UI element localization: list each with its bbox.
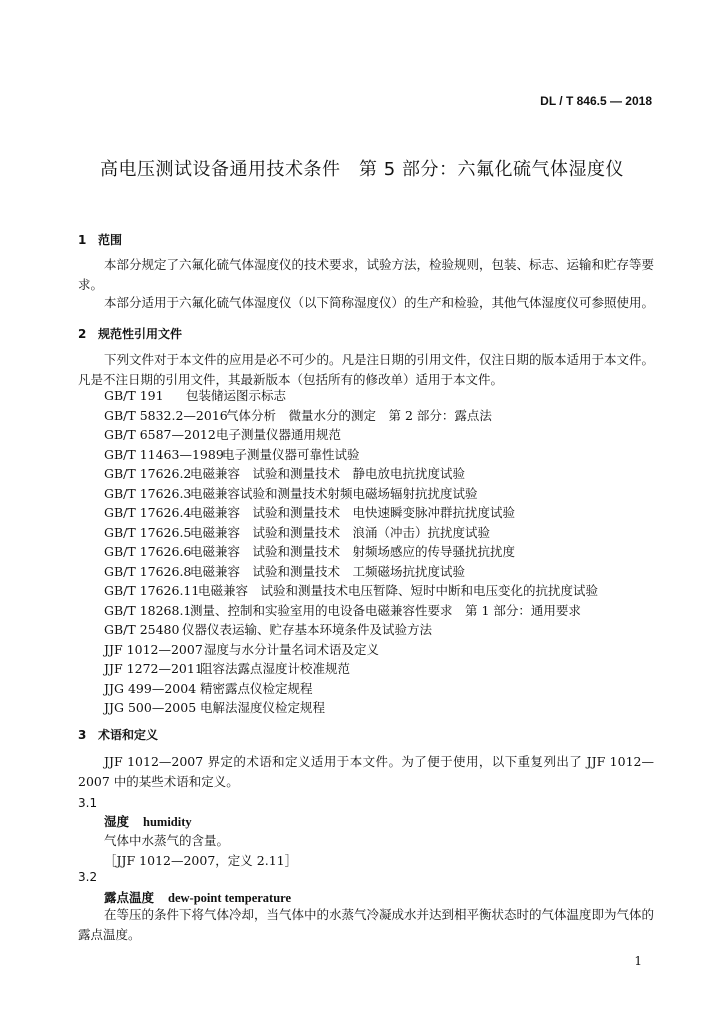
reference-name: 电磁兼容 试验和测量技术电压暂降、短时中断和电压变化的抗扰度试验 xyxy=(198,583,599,598)
section-title: 范围 xyxy=(98,233,123,247)
reference-code: GB/T 25480 xyxy=(104,622,180,637)
document-title: 高电压测试设备通用技术条件 第 5 部分：六氟化硫气体湿度仪 xyxy=(100,159,624,180)
reference-code: GB/T 5832.2—2016 xyxy=(104,407,228,423)
reference-item xyxy=(104,503,598,523)
section-heading-terms-definitions xyxy=(78,726,158,743)
term-zh: 露点温度 xyxy=(104,890,155,905)
reference-item xyxy=(104,679,598,699)
reference-item xyxy=(104,542,598,562)
reference-name: 仪器仪表运输、贮存基本环境条件及试验方法 xyxy=(182,622,433,637)
page-number: 1 xyxy=(634,954,642,968)
standard-code: DL / T 846.5 — 2018 xyxy=(540,94,652,108)
reference-code: GB/T 11463—1989 xyxy=(104,446,224,462)
section-number: 2 xyxy=(78,327,87,341)
reference-code: GB/T 17626.3 xyxy=(104,485,192,501)
reference-code: GB/T 17626.5 xyxy=(104,524,192,540)
reference-name: 包装储运图示标志 xyxy=(186,388,287,403)
reference-code: JJG 499—2004 xyxy=(104,680,197,696)
reference-name: 湿度与水分计量名词术语及定义 xyxy=(204,641,380,657)
term-heading xyxy=(104,812,192,830)
reference-code: JJF 1272—2011 xyxy=(104,661,203,676)
term-en: humidity xyxy=(143,815,192,829)
reference-item xyxy=(104,425,598,445)
clause-number: 3.1 xyxy=(78,796,98,810)
reference-code: GB/T 191 xyxy=(104,388,164,403)
reference-list xyxy=(104,386,598,718)
reference-code: GB/T 17626.2 xyxy=(104,466,192,481)
reference-item xyxy=(104,445,598,465)
reference-code: GB/T 17626.4 xyxy=(104,505,192,520)
reference-name: 电子测量仪器通用规范 xyxy=(216,427,342,442)
reference-name: 电磁兼容 试验和测量技术 浪涌（冲击）抗扰度试验 xyxy=(190,524,491,540)
term-heading xyxy=(104,888,291,906)
term-definition: 气体中水蒸气的含量。 xyxy=(104,833,230,848)
section-number: 1 xyxy=(78,233,87,247)
reference-item xyxy=(104,659,598,679)
scope-paragraph-1: 本部分规定了六氟化硫气体湿度仪的技术要求，试验方法，检验规则，包装、标志、运输和贮存等要求。 xyxy=(78,257,655,292)
terms-intro-paragraph: JJF 1012—2007 界定的术语和定义适用于本文件。为了便于使用，以下重复列出了 JJF 1012—2007 中的某些术语和定义。 xyxy=(78,754,654,789)
term-zh: 湿度 xyxy=(104,814,130,829)
reference-code: GB/T 17626.8 xyxy=(104,563,192,579)
section-heading-scope xyxy=(78,231,122,248)
reference-name: 电磁兼容 试验和测量技术 工频磁场抗扰度试验 xyxy=(190,563,466,579)
term-en: dew-point temperature xyxy=(168,891,292,905)
reference-name: 电磁兼容 试验和测量技术 电快速瞬变脉冲群抗扰度试验 xyxy=(190,505,516,520)
reference-item xyxy=(104,464,598,484)
reference-item xyxy=(104,562,598,582)
reference-item xyxy=(104,386,598,406)
reference-code: JJF 1012—2007 xyxy=(104,641,203,657)
reference-item xyxy=(104,698,598,718)
reference-name: 气体分析 微量水分的测定 第 2 部分：露点法 xyxy=(226,407,492,423)
reference-item xyxy=(104,406,598,426)
reference-code: GB/T 18268.1 xyxy=(104,602,192,618)
scope-paragraph-2: 本部分适用于六氟化硫气体湿度仪（以下简称湿度仪）的生产和检验，其他气体湿度仪可参照使用。 xyxy=(104,295,655,310)
section-number: 3 xyxy=(78,728,87,742)
term-source: ［JJF 1012—2007，定义 2.11］ xyxy=(104,853,298,868)
reference-name: 电子测量仪器可靠性试验 xyxy=(222,446,360,462)
section-heading-normative-references xyxy=(78,325,182,342)
reference-item xyxy=(104,581,598,601)
reference-code: GB/T 6587—2012 xyxy=(104,427,216,442)
reference-item xyxy=(104,601,598,621)
section-title: 术语和定义 xyxy=(98,728,159,742)
reference-code: JJG 500—2005 xyxy=(104,700,197,715)
section-title: 规范性引用文件 xyxy=(98,327,183,341)
reference-name: 电解法湿度仪检定规程 xyxy=(200,700,326,715)
reference-name: 电磁兼容 试验和测量技术 静电放电抗扰度试验 xyxy=(190,466,466,481)
reference-name: 电磁兼容 试验和测量技术 射频场感应的传导骚扰抗扰度 xyxy=(190,544,516,559)
term-definition: 在等压的条件下将气体冷却，当气体中的水蒸气冷凝成水并达到相平衡状态时的气体温度即为气体的露点温度。 xyxy=(78,907,655,942)
reference-name: 测量、控制和实验室用的电设备电磁兼容性要求 第 1 部分：通用要求 xyxy=(190,602,581,618)
reference-code: GB/T 17626.11 xyxy=(104,583,200,598)
normative-intro-paragraph: 下列文件对于本文件的应用是必不可少的。凡是注日期的引用文件，仅注日期的版本适用于本文件。凡是不注日期的引用文件，其最新版本（包括所有的修改单）适用于本文件。 xyxy=(78,352,655,387)
reference-name: 阻容法露点湿度计校准规范 xyxy=(200,661,351,676)
reference-item xyxy=(104,620,598,640)
reference-item xyxy=(104,640,598,660)
reference-item xyxy=(104,484,598,504)
reference-name: 精密露点仪检定规程 xyxy=(200,680,313,696)
clause-number: 3.2 xyxy=(78,870,98,884)
reference-item xyxy=(104,523,598,543)
reference-code: GB/T 17626.6 xyxy=(104,544,192,559)
reference-name: 电磁兼容试验和测量技术射频电磁场辐射抗扰度试验 xyxy=(190,485,478,501)
